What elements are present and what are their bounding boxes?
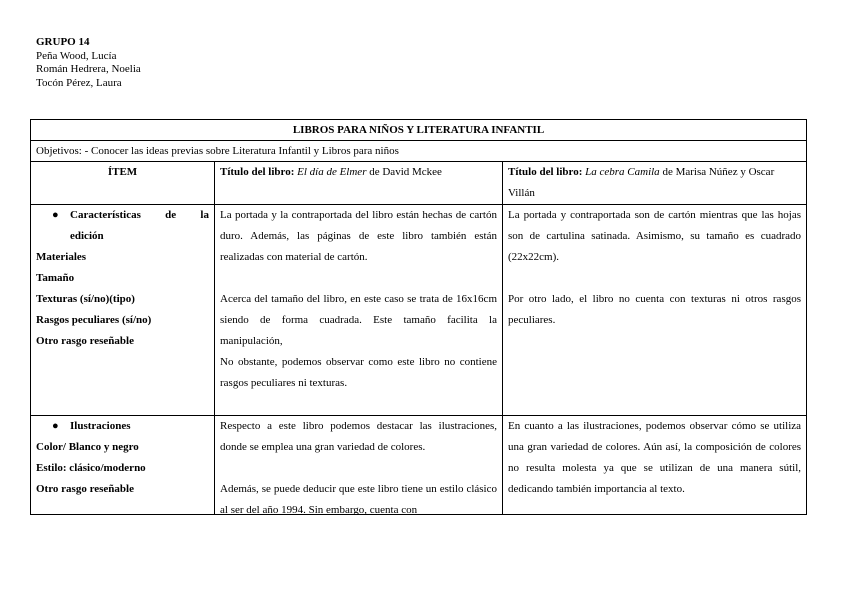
criterion-peculiar-traits: Rasgos peculiares (sí/no) [36, 314, 152, 326]
book1-illustrations-text [220, 416, 497, 514]
illustrations-item-cell [31, 416, 215, 515]
criterion-color: Color/ Blanco y negro [36, 441, 139, 453]
book1-author: de David Mckee [366, 166, 442, 178]
book2-author: de Marisa Núñez y Oscar [659, 166, 775, 178]
edition-bullet-text: Características de la [70, 209, 209, 221]
book1-illustrations-paragraph: Respecto a este libro podemos destacar las ilustraciones, donde se emplea una gran variedad de colores. [220, 420, 497, 453]
books-table [30, 119, 807, 515]
book2-label: Título del libro: [508, 166, 583, 178]
member-name: Román Hedrera, Noelia [36, 63, 141, 75]
member-name: Peña Wood, Lucía [36, 49, 117, 62]
group-name: GRUPO 14 [36, 36, 90, 48]
criterion-materials: Materiales [36, 251, 87, 263]
document-header [36, 36, 141, 90]
book2-edition-cell [503, 205, 807, 416]
objectives-row: Objetivos: - Conocer las ideas previas sobre Literatura Infantil y Libros para niños [31, 141, 807, 162]
book1-edition-paragraph: Acerca del tamaño del libro, en este caso se trata de 16x16cm siendo de forma cuadrada. Este tamaño facilita la manipulación, [220, 293, 497, 347]
book1-title: El día de Elmer [297, 166, 367, 178]
book2-illustrations-paragraph: En cuanto a las ilustraciones, podemos observar cómo se utiliza una gran variedad de colores. Aún así, la composición de colores no resulta molesta ya que se utilizan de una manera sútil, dedicando también importancia al texto. [508, 420, 802, 495]
edition-bullet-text-continued: edición [70, 230, 104, 242]
book2-author-continued: Villán [508, 187, 535, 199]
book2-illustrations-cell [503, 416, 807, 515]
book1-edition-cell [215, 205, 503, 416]
bullet-icon: ● [52, 209, 59, 221]
book1-edition-paragraph: La portada y la contraportada del libro están hechas de cartón duro. Además, las páginas de este libro también están realizadas con material de cartón. [220, 209, 497, 263]
book1-illustrations-paragraph: Además, se puede deducir que este libro tiene un estilo clásico al ser del año 1994. Sin embargo, cuenta con [220, 483, 497, 514]
criterion-other-trait: Otro rasgo reseñable [36, 335, 134, 347]
book2-title: La cebra Camila [585, 166, 660, 178]
edition-item-cell [31, 205, 215, 416]
criterion-other-trait: Otro rasgo reseñable [36, 483, 134, 495]
member-name: Tocón Pérez, Laura [36, 76, 122, 89]
book1-illustrations-cell [215, 416, 503, 515]
bullet-icon: ● [52, 420, 59, 432]
illustrations-bullet [36, 416, 209, 437]
illustrations-bullet-text: Ilustraciones [70, 420, 131, 432]
book2-edition-paragraph: La portada y contraportada son de cartón mientras que las hojas son de cartulina satinada. Asimismo, su tamaño es cuadrado (22x22cm). [508, 209, 802, 263]
criterion-textures: Texturas (sí/no)(tipo) [36, 293, 135, 305]
book2-edition-paragraph: Por otro lado, el libro no cuenta con texturas ni otros rasgos peculiares. [508, 293, 802, 326]
table-title: LIBROS PARA NIÑOS Y LITERATURA INFANTIL [31, 120, 807, 141]
criterion-size: Tamaño [36, 272, 75, 284]
edition-bullet [36, 205, 209, 226]
book2-column-header [503, 162, 807, 205]
book1-edition-paragraph: No obstante, podemos observar como este libro no contiene rasgos peculiares ni texturas. [220, 356, 497, 389]
item-column-header: ÍTEM [31, 162, 215, 205]
book1-label: Título del libro: [220, 166, 295, 178]
criterion-style: Estilo: clásico/moderno [36, 462, 146, 474]
book1-column-header [215, 162, 503, 205]
